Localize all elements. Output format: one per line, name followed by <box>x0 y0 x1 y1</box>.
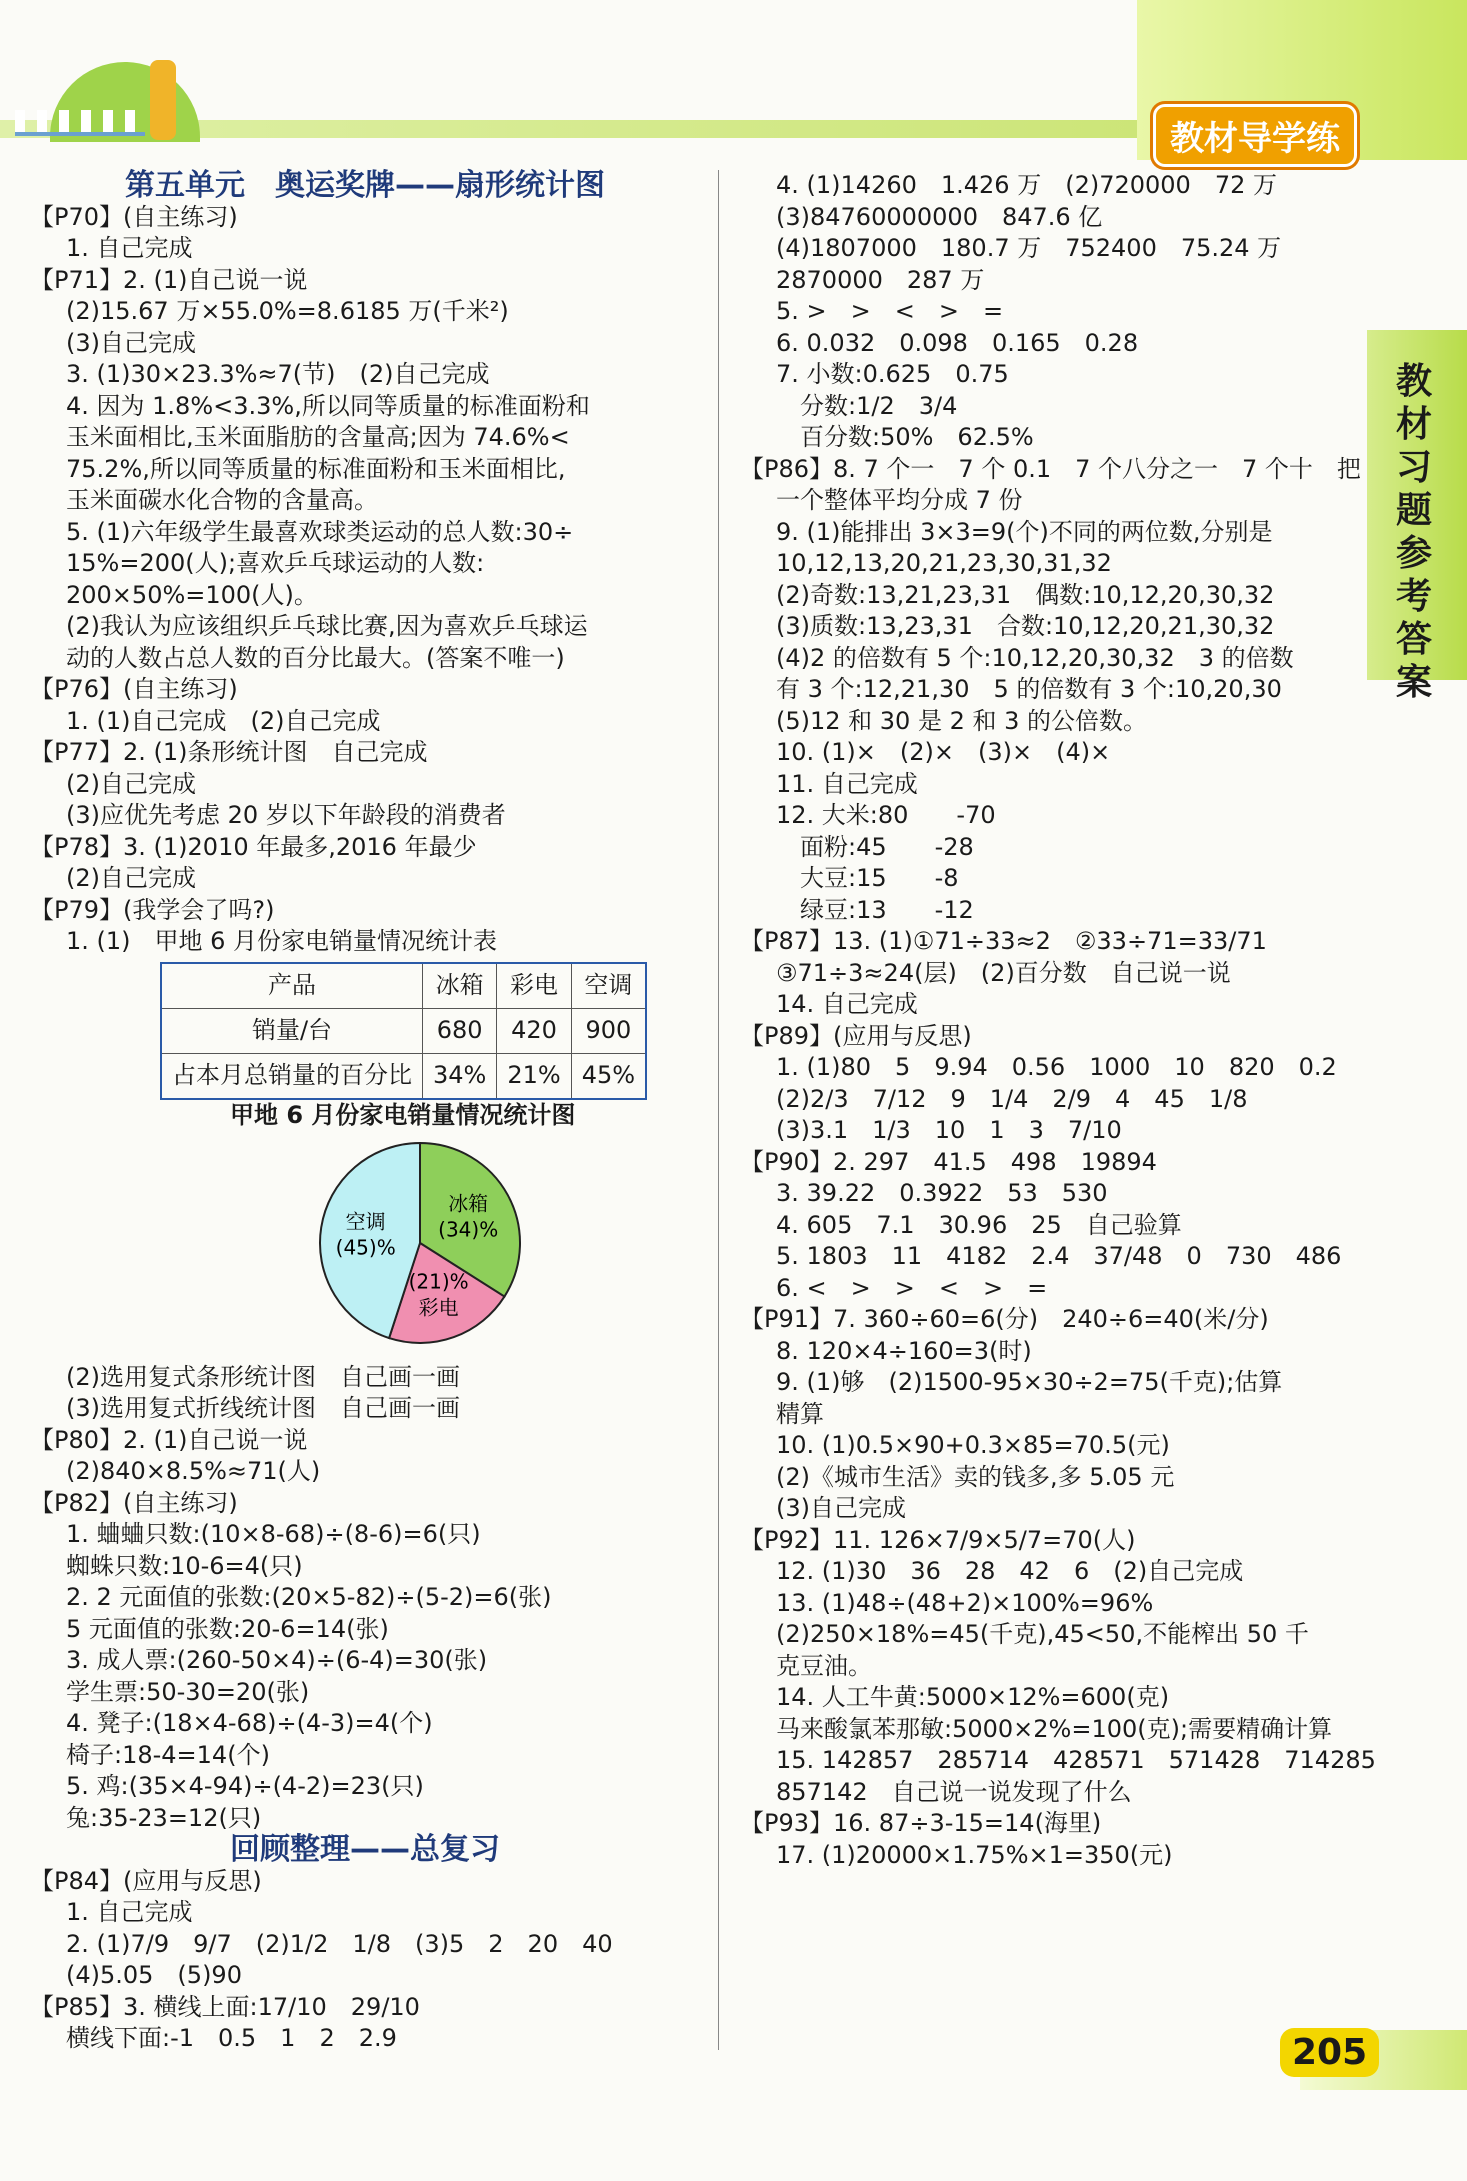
page-header <box>0 0 1467 159</box>
answer-line: 9. (1)能排出 3×3=9(个)不同的两位数,分别是 <box>776 517 1273 546</box>
answer-line: (3)选用复式折线统计图 自己画一画 <box>66 1394 460 1422</box>
answer-line: 3. 39.22 0.3922 53 530 <box>776 1179 1108 1207</box>
answer-line: 【P89】(应用与反思) <box>740 1021 972 1050</box>
pie-slice-value: (34)% <box>438 1217 499 1242</box>
answer-line: ③71÷3≈24(层) (2)百分数 自己说一说 <box>776 958 1231 987</box>
answer-line: 绿豆:13 -12 <box>800 895 974 924</box>
answer-line: 4. 因为 1.8%<3.3%,所以同等质量的标准面粉和 <box>66 391 590 420</box>
answer-line: 12. 大米:80 -70 <box>776 801 996 829</box>
answer-line: 857142 自己说一说发现了什么 <box>776 1777 1132 1806</box>
table-cell: 21% <box>497 1053 571 1099</box>
answer-line: 【P86】8. 7 个一 7 个 0.1 7 个八分之一 7 个十 把 <box>740 454 1361 483</box>
answer-line: (2)2/3 7/12 9 1/4 2/9 4 45 1/8 <box>776 1084 1248 1113</box>
answer-line: (2)840×8.5%≈71(人) <box>66 1457 321 1485</box>
answer-line: 15. 142857 285714 428571 571428 714285 <box>776 1746 1376 1774</box>
answer-line: 9. (1)够 (2)1500-95×30÷2=75(千克);估算 <box>776 1368 1283 1396</box>
answer-line: 学生票:50-30=20(张) <box>66 1677 310 1706</box>
answer-line: 6. < > > < > = <box>776 1273 1048 1302</box>
answer-line: (2)《城市生活》卖的钱多,多 5.05 元 <box>776 1462 1175 1491</box>
answer-line: 一个整体平均分成 7 份 <box>776 486 1023 514</box>
answer-line: (3)3.1 1/3 10 1 3 7/10 <box>776 1116 1122 1144</box>
answer-line: (2)选用复式条形统计图 自己画一画 <box>66 1362 460 1391</box>
side-tab-label: 教材习题参考答案 <box>1395 361 1432 703</box>
answer-line: (4)2 的倍数有 5 个:10,12,20,30,32 3 的倍数 <box>776 643 1294 672</box>
answer-line: 2. 2 元面值的张数:(20×5-82)÷(5-2)=6(张) <box>66 1583 552 1611</box>
answer-line: (2)自己完成 <box>66 769 196 798</box>
section-title: 第五单元 奥运奖牌——扇形统计图 <box>125 168 605 203</box>
answer-line: 2. (1)7/9 9/7 (2)1/2 1/8 (3)5 2 20 40 <box>66 1929 613 1958</box>
table-header-cell: 彩电 <box>497 963 571 1009</box>
answer-line: 分数:1/2 3/4 <box>800 391 958 420</box>
section-title: 回顾整理——总复习 <box>230 1832 500 1867</box>
answer-line: 马来酸氯苯那敏:5000×2%=100(克);需要精确计算 <box>776 1714 1333 1743</box>
answer-line: (4)1807000 180.7 万 752400 75.24 万 <box>776 234 1282 262</box>
answer-line: 4. 605 7.1 30.96 25 自己验算 <box>776 1210 1182 1239</box>
answer-line: 面粉:45 -28 <box>800 832 974 861</box>
table-cell: 销量/台 <box>161 1008 423 1053</box>
answer-line: 【P91】7. 360÷60=6(分) 240÷6=40(米/分) <box>740 1305 1269 1333</box>
right-column <box>740 170 1376 1871</box>
table-row <box>161 1008 646 1053</box>
answer-line: 【P87】13. (1)①71÷33≈2 ②33÷71=33/71 <box>740 927 1267 955</box>
table-header-cell: 产品 <box>161 963 423 1009</box>
answer-line: 【P84】(应用与反思) <box>30 1866 262 1895</box>
answer-line: 5 元面值的张数:20-6=14(张) <box>66 1614 389 1643</box>
answer-line: 5. 1803 11 4182 2.4 37/48 0 730 486 <box>776 1242 1342 1270</box>
table-header-row <box>161 963 646 1009</box>
answer-line: 11. 自己完成 <box>776 769 918 798</box>
answer-line: (2)250×18%=45(千克),45<50,不能榨出 50 千 <box>776 1620 1309 1648</box>
pie-title: 甲地 6 月份家电销量情况统计图 <box>230 1100 576 1129</box>
giraffe-icon <box>150 60 176 140</box>
answer-line: 1. (1)自己完成 (2)自己完成 <box>66 706 381 735</box>
answer-line: (2)15.67 万×55.0%=8.6185 万(千米²) <box>66 297 509 325</box>
answer-line: 蜘蛛只数:10-6=4(只) <box>66 1551 303 1580</box>
answer-line: 【P85】3. 横线上面:17/10 29/10 <box>30 1992 420 2021</box>
answer-line: 精算 <box>776 1399 824 1428</box>
answer-line: 有 3 个:12,21,30 5 的倍数有 3 个:10,20,30 <box>776 675 1282 703</box>
answer-line: 【P71】2. (1)自己说一说 <box>30 265 308 294</box>
answer-line: 兔:35-23=12(只) <box>66 1803 262 1832</box>
answer-line: 10,12,13,20,21,23,30,31,32 <box>776 549 1112 577</box>
left-column <box>30 170 700 2055</box>
answer-line: (3)自己完成 <box>776 1494 906 1522</box>
answer-line: 7. 小数:0.625 0.75 <box>776 360 1009 388</box>
table-header-cell: 冰箱 <box>423 963 497 1009</box>
pie-chart <box>310 1133 530 1353</box>
answer-line: 8. 120×4÷160=3(时) <box>776 1336 1032 1365</box>
table-cell: 680 <box>423 1008 497 1053</box>
answer-line: 【P70】(自主练习) <box>30 202 238 231</box>
answer-line: 动的人数占总人数的百分比最大。(答案不唯一) <box>66 643 565 672</box>
answer-line: 【P77】2. (1)条形统计图 自己完成 <box>30 738 428 766</box>
pie-slice-value: (45)% <box>335 1235 396 1260</box>
answer-line: (3)应优先考虑 20 岁以下年龄段的消费者 <box>66 801 506 829</box>
answer-line: 3. 成人票:(260-50×4)÷(6-4)=30(张) <box>66 1646 488 1674</box>
answer-line: 1. 自己完成 <box>66 234 193 262</box>
answer-line: 【P92】11. 126×7/9×5/7=70(人) <box>740 1525 1136 1554</box>
answer-line: 玉米面相比,玉米面脂肪的含量高;因为 74.6%< <box>66 423 570 451</box>
answer-line: 3. (1)30×23.3%≈7(节) (2)自己完成 <box>66 360 490 388</box>
answer-line: 大豆:15 -8 <box>800 864 959 892</box>
answer-line: 14. 人工牛黄:5000×12%=600(克) <box>776 1683 1170 1711</box>
table-cell: 占本月总销量的百分比 <box>161 1053 423 1099</box>
answer-line: 1. 自己完成 <box>66 1898 193 1926</box>
answer-line: (3)质数:13,23,31 合数:10,12,20,21,30,32 <box>776 612 1275 640</box>
answer-line: 5. 鸡:(35×4-94)÷(4-2)=23(只) <box>66 1772 424 1800</box>
answer-line: 75.2%,所以同等质量的标准面粉和玉米面相比, <box>66 454 566 483</box>
table-cell: 34% <box>423 1053 497 1099</box>
answer-line: 【P93】16. 87÷3-15=14(海里) <box>740 1809 1102 1837</box>
answer-line: 15%=200(人);喜欢乒乓球运动的人数: <box>66 549 485 577</box>
answer-line: (2)我认为应该组织乒乓球比赛,因为喜欢乒乓球运 <box>66 612 588 640</box>
answer-line: 6. 0.032 0.098 0.165 0.28 <box>776 328 1139 357</box>
answer-line: 【P80】2. (1)自己说一说 <box>30 1425 308 1454</box>
table-row <box>161 1053 646 1099</box>
answer-line: 【P82】(自主练习) <box>30 1488 238 1517</box>
answer-line: 12. (1)30 36 28 42 6 (2)自己完成 <box>776 1557 1244 1585</box>
answer-line: 椅子:18-4=14(个) <box>66 1740 270 1769</box>
answer-line: (5)12 和 30 是 2 和 3 的公倍数。 <box>776 706 1148 735</box>
brand-logo: 教材导学练 <box>1153 104 1357 167</box>
page-number: 205 <box>1280 2028 1379 2077</box>
answer-line: 10. (1)× (2)× (3)× (4)× <box>776 738 1111 766</box>
column-divider <box>718 170 719 2050</box>
answer-line: (3)自己完成 <box>66 328 196 357</box>
answer-line: 10. (1)0.5×90+0.3×85=70.5(元) <box>776 1431 1170 1459</box>
answer-line: 【P78】3. (1)2010 年最多,2016 年最少 <box>30 832 477 861</box>
answer-line: 4. (1)14260 1.426 万 (2)720000 72 万 <box>776 171 1277 199</box>
answer-line: 5. > > < > = <box>776 297 1004 325</box>
answer-line: 1. (1) 甲地 6 月份家电销量情况统计表 <box>66 927 498 955</box>
pie-slice-label: 冰箱 <box>448 1191 489 1216</box>
answer-line: 200×50%=100(人)。 <box>66 580 318 609</box>
answer-line: (2)自己完成 <box>66 864 196 892</box>
answer-line: (4)5.05 (5)90 <box>66 1961 242 1989</box>
pie-slice-value: (21)% <box>408 1269 469 1294</box>
answer-line: 1. 蛐蛐只数:(10×8-68)÷(8-6)=6(只) <box>66 1520 481 1548</box>
pie-slice-label: 彩电 <box>418 1295 459 1320</box>
answer-line: 13. (1)48÷(48+2)×100%=96% <box>776 1588 1154 1617</box>
answer-line: 【P76】(自主练习) <box>30 675 238 703</box>
answer-line: 4. 凳子:(18×4-68)÷(4-3)=4(个) <box>66 1709 433 1737</box>
answer-line: (2)奇数:13,21,23,31 偶数:10,12,20,30,32 <box>776 580 1275 609</box>
answer-line: 17. (1)20000×1.75%×1=350(元) <box>776 1840 1173 1869</box>
pie-slice-label: 空调 <box>345 1209 386 1234</box>
answer-line: 百分数:50% 62.5% <box>800 423 1034 451</box>
answer-line: 【P79】(我学会了吗?) <box>30 895 275 924</box>
answer-line: 1. (1)80 5 9.94 0.56 1000 10 820 0.2 <box>776 1053 1337 1081</box>
fence-decoration <box>15 110 145 136</box>
table-cell: 420 <box>497 1008 571 1053</box>
answer-line: 克豆油。 <box>776 1651 872 1680</box>
answer-line: 2870000 287 万 <box>776 265 985 294</box>
answer-line: (3)84760000000 847.6 亿 <box>776 202 1103 231</box>
answer-line: 玉米面碳水化合物的含量高。 <box>66 486 378 514</box>
answer-line: 横线下面:-1 0.5 1 2 2.9 <box>66 2024 397 2052</box>
answer-line: 14. 自己完成 <box>776 990 918 1018</box>
table-cell: 900 <box>571 1008 646 1053</box>
answer-line: 5. (1)六年级学生最喜欢球类运动的总人数:30÷ <box>66 517 574 546</box>
table-header-cell: 空调 <box>571 963 646 1009</box>
answer-line: 【P90】2. 297 41.5 498 19894 <box>740 1147 1157 1176</box>
table-cell: 45% <box>571 1053 646 1099</box>
sales-table <box>160 962 647 1100</box>
